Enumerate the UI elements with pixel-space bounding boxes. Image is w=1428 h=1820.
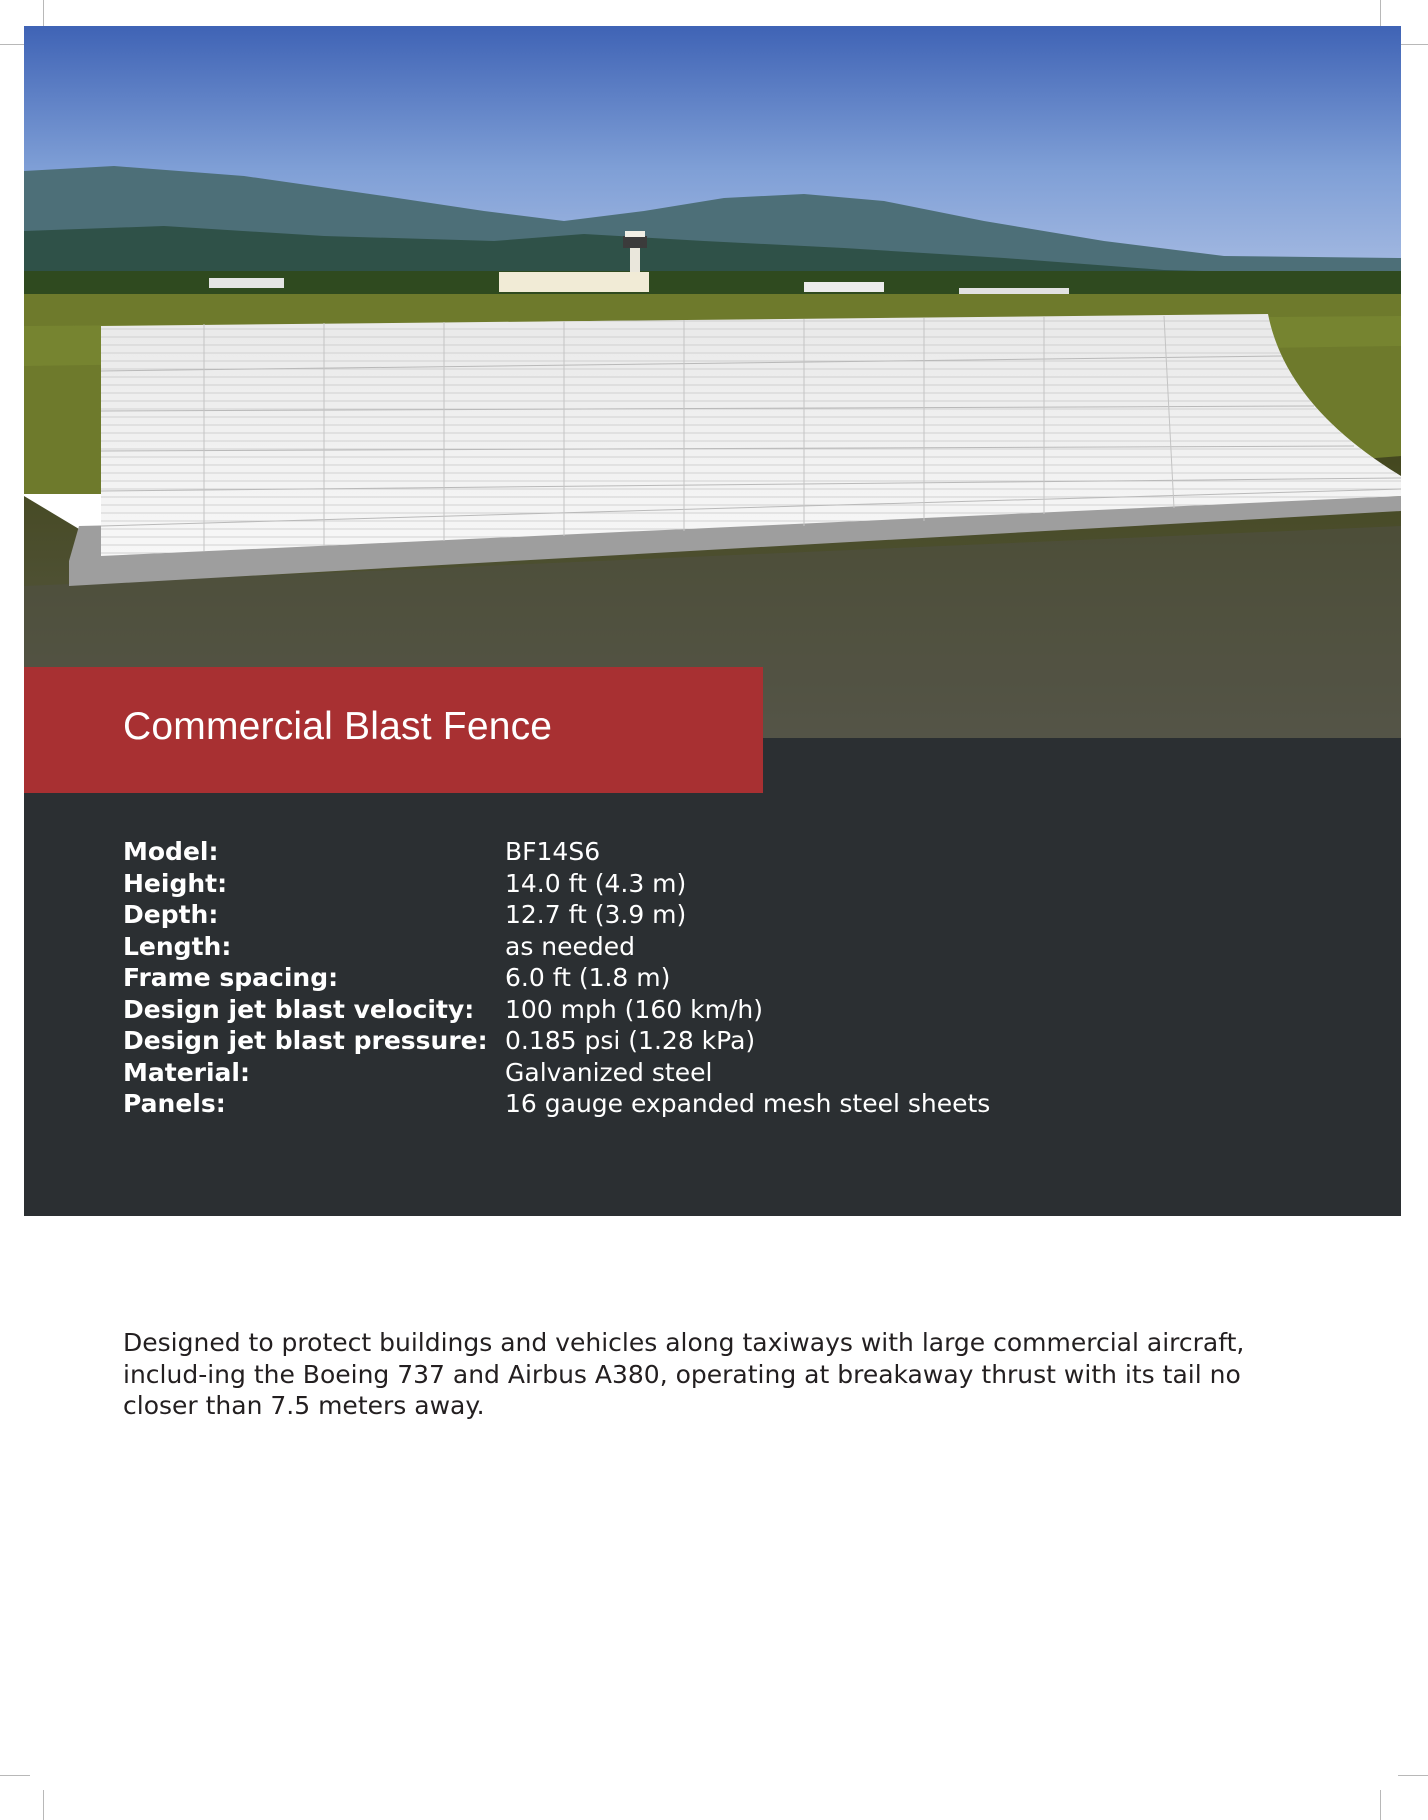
hangar-left — [209, 278, 284, 288]
spec-label: Frame spacing: — [123, 963, 339, 992]
spec-value: as needed — [505, 931, 636, 961]
title-banner — [24, 667, 763, 793]
hero-photo — [24, 26, 1401, 738]
spec-value: 12.7 ft (3.9 m) — [505, 900, 687, 929]
spec-value: 6.0 ft (1.8 m) — [505, 963, 671, 992]
spec-value: 0.185 psi (1.28 kPa) — [505, 1026, 756, 1055]
spec-label: Panels: — [123, 1089, 226, 1118]
crop-mark-bottom-right-v — [1380, 1790, 1381, 1820]
spec-label: Length: — [123, 931, 232, 961]
spec-value: 14.0 ft (4.3 m) — [505, 868, 687, 898]
spec-label: Material: — [123, 1057, 250, 1087]
spec-value: 16 gauge expanded mesh steel sheets — [505, 1089, 991, 1118]
crop-mark-bottom-left-h — [0, 1775, 30, 1776]
spec-value: 100 mph (160 km/h) — [505, 994, 763, 1024]
crop-mark-top-right-h — [1398, 44, 1428, 45]
spec-value: BF14S6 — [505, 837, 601, 866]
building-right — [804, 282, 884, 292]
spec-list — [123, 836, 1323, 1120]
spec-row — [123, 899, 1323, 931]
spec-row — [123, 1057, 1323, 1089]
spec-label: Depth: — [123, 900, 219, 929]
spec-row — [123, 868, 1323, 900]
airport-blast-fence-photo-icon — [24, 26, 1401, 738]
spec-row — [123, 962, 1323, 994]
spec-label: Design jet blast velocity: — [123, 994, 475, 1024]
spec-value: Galvanized steel — [505, 1057, 713, 1087]
spec-row — [123, 836, 1323, 868]
terminal-building — [499, 272, 649, 292]
building-far-right — [959, 288, 1069, 295]
spec-label: Design jet blast pressure: — [123, 1026, 488, 1055]
spec-row — [123, 931, 1323, 963]
crop-mark-bottom-right-h — [1398, 1775, 1428, 1776]
spec-row — [123, 1025, 1323, 1057]
spec-row — [123, 994, 1323, 1026]
crop-mark-bottom-left-v — [43, 1790, 44, 1820]
spec-row — [123, 1088, 1323, 1120]
spec-label: Height: — [123, 868, 228, 898]
page-title: Commercial Blast Fence — [123, 705, 553, 748]
spec-label: Model: — [123, 837, 219, 866]
product-description: Designed to protect buildings and vehicles along taxiways with large commercial aircraft, includ-ing the Boeing 737 and Airbus A380, operating at breakaway thrust with its tail no closer than 7.5 meters away. — [123, 1328, 1245, 1420]
